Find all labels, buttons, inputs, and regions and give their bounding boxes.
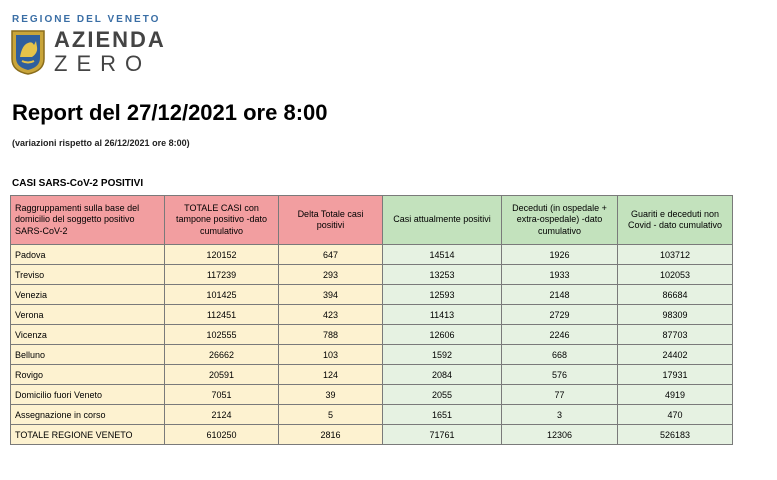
- value-cell: 526183: [618, 425, 733, 445]
- value-cell: 1592: [383, 345, 502, 365]
- value-cell: 610250: [165, 425, 279, 445]
- value-cell: 77: [502, 385, 618, 405]
- value-cell: 101425: [165, 285, 279, 305]
- value-cell: 5: [279, 405, 383, 425]
- table-row: [11, 385, 733, 405]
- report-title: Report del 27/12/2021 ore 8:00: [12, 100, 328, 125]
- cases-table: [10, 195, 733, 445]
- value-cell: 12593: [383, 285, 502, 305]
- table-row: [11, 285, 733, 305]
- value-cell: 423: [279, 305, 383, 325]
- value-cell: 17931: [618, 365, 733, 385]
- value-cell: 13253: [383, 265, 502, 285]
- row-label-cell: Treviso: [11, 265, 165, 285]
- value-cell: 2816: [279, 425, 383, 445]
- value-cell: 7051: [165, 385, 279, 405]
- table-total-row: [11, 425, 733, 445]
- value-cell: 668: [502, 345, 618, 365]
- value-cell: 788: [279, 325, 383, 345]
- table-row: [11, 325, 733, 345]
- row-label-cell: Venezia: [11, 285, 165, 305]
- row-label-cell: TOTALE REGIONE VENETO: [11, 425, 165, 445]
- value-cell: 71761: [383, 425, 502, 445]
- value-cell: 2124: [165, 405, 279, 425]
- table-row: [11, 245, 733, 265]
- table-row: [11, 345, 733, 365]
- value-cell: 24402: [618, 345, 733, 365]
- header: [10, 14, 166, 75]
- value-cell: 2055: [383, 385, 502, 405]
- value-cell: 124: [279, 365, 383, 385]
- section-title: CASI SARS-CoV-2 POSITIVI: [12, 178, 144, 189]
- value-cell: 12306: [502, 425, 618, 445]
- value-cell: 2148: [502, 285, 618, 305]
- value-cell: 1926: [502, 245, 618, 265]
- region-name: REGIONE DEL VENETO: [12, 14, 161, 25]
- col-header-grouping: Raggruppamenti sulla base del domicilio del soggetto positivo SARS-CoV-2: [11, 196, 165, 245]
- table-header-row: [11, 196, 733, 245]
- table-row: [11, 405, 733, 425]
- row-label-cell: Domicilio fuori Veneto: [11, 385, 165, 405]
- value-cell: 14514: [383, 245, 502, 265]
- value-cell: 87703: [618, 325, 733, 345]
- row-label-cell: Padova: [11, 245, 165, 265]
- col-header-total-cases: TOTALE CASI con tampone positivo -dato cumulativo: [165, 196, 279, 245]
- table-row: [11, 265, 733, 285]
- value-cell: 647: [279, 245, 383, 265]
- value-cell: 12606: [383, 325, 502, 345]
- value-cell: 293: [279, 265, 383, 285]
- value-cell: 117239: [165, 265, 279, 285]
- value-cell: 1651: [383, 405, 502, 425]
- row-label-cell: Vicenza: [11, 325, 165, 345]
- col-header-delta: Delta Totale casi positivi: [279, 196, 383, 245]
- org-name-line2: ZERO: [54, 51, 152, 76]
- value-cell: 39: [279, 385, 383, 405]
- veneto-lion-crest-icon: [10, 29, 46, 75]
- org-name-line1: AZIENDA: [54, 27, 166, 52]
- value-cell: 26662: [165, 345, 279, 365]
- value-cell: 103712: [618, 245, 733, 265]
- org-logo: [10, 29, 166, 75]
- value-cell: 4919: [618, 385, 733, 405]
- value-cell: 1933: [502, 265, 618, 285]
- table-body: [11, 245, 733, 445]
- value-cell: 102555: [165, 325, 279, 345]
- value-cell: 103: [279, 345, 383, 365]
- table-row: [11, 365, 733, 385]
- value-cell: 3: [502, 405, 618, 425]
- value-cell: 102053: [618, 265, 733, 285]
- table-row: [11, 305, 733, 325]
- row-label-cell: Belluno: [11, 345, 165, 365]
- value-cell: 20591: [165, 365, 279, 385]
- value-cell: 98309: [618, 305, 733, 325]
- value-cell: 112451: [165, 305, 279, 325]
- value-cell: 2246: [502, 325, 618, 345]
- value-cell: 470: [618, 405, 733, 425]
- row-label-cell: Rovigo: [11, 365, 165, 385]
- value-cell: 120152: [165, 245, 279, 265]
- row-label-cell: Assegnazione in corso: [11, 405, 165, 425]
- value-cell: 394: [279, 285, 383, 305]
- report-subtitle: (variazioni rispetto al 26/12/2021 ore 8:00): [12, 138, 190, 148]
- row-label-cell: Verona: [11, 305, 165, 325]
- value-cell: 2729: [502, 305, 618, 325]
- value-cell: 86684: [618, 285, 733, 305]
- col-header-recovered: Guariti e deceduti non Covid - dato cumulativo: [618, 196, 733, 245]
- col-header-deceased: Deceduti (in ospedale + extra-ospedale) -dato cumulativo: [502, 196, 618, 245]
- value-cell: 11413: [383, 305, 502, 325]
- value-cell: 2084: [383, 365, 502, 385]
- col-header-active: Casi attualmente positivi: [383, 196, 502, 245]
- value-cell: 576: [502, 365, 618, 385]
